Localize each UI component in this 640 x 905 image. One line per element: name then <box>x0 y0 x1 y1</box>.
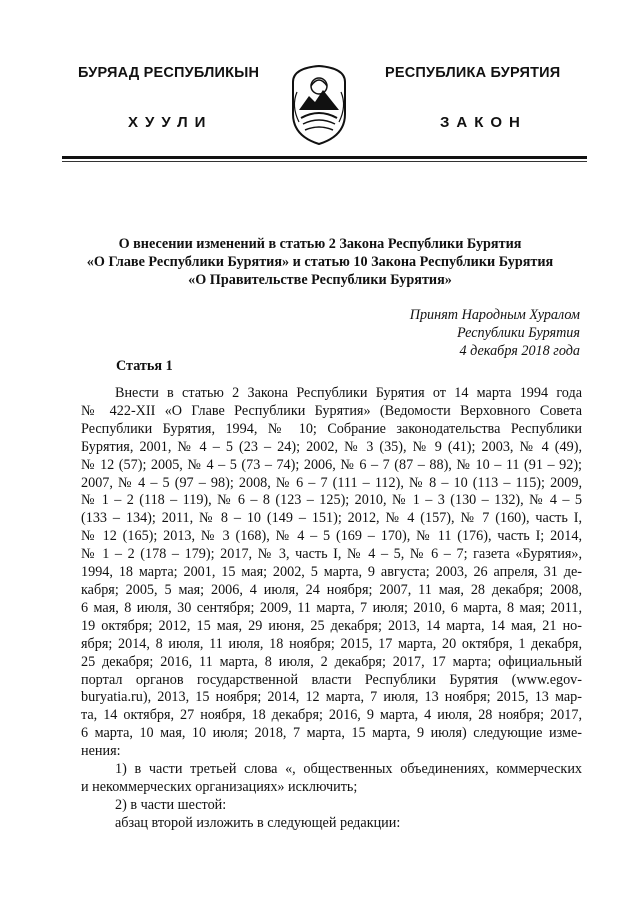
header-divider-thick <box>62 156 587 159</box>
body-line: ября; 2014, 8 июля, 11 июля, 18 ноября; 2015, 17 марта, 20 октября, 1 декабря, <box>81 635 582 652</box>
body-line: Внести в статью 2 Закона Республики Бурятия от 14 марта 1994 года <box>115 385 582 401</box>
law-title-line: «О Правительстве Республики Бурятия» <box>188 272 452 288</box>
body-line: портал органов государственной власти Республики Бурятия (www.egov- <box>81 671 582 688</box>
law-title <box>60 235 580 289</box>
adoption-line: Республики Бурятия <box>456 325 580 341</box>
body-line: Республики Бурятия, 1994, № 10; Собрание законодательства Республики <box>81 420 582 437</box>
body-line: (133 – 134); 2011, № 8 – 10 (149 – 151); 2012, № 4 (157), № 7 (160), часть I, <box>81 510 582 527</box>
body-line: кабря; 2005, 5 мая; 2006, 4 июля, 24 ноября; 2007, 11 мая, 28 декабря; 2008, <box>81 581 582 598</box>
body-line: № 12 (165); 2013, № 3 (168), № 4 – 5 (169 – 170), № 11 (176), часть I; 2014, <box>81 528 582 545</box>
header-right-title: РЕСПУБЛИКА БУРЯТИЯ <box>385 65 561 81</box>
law-title-line: О внесении изменений в статью 2 Закона Республики Бурятия <box>118 236 522 252</box>
body-line: buryatia.ru), 2013, 15 ноября; 2014, 12 марта, 7 июля, 13 ноября; 2015, 13 мар- <box>81 689 582 706</box>
header-law-buryat: ХУУЛИ <box>128 114 213 131</box>
body-line: та, 14 октября, 27 ноября, 18 декабря; 2016, 9 марта, 4 июля, 28 ноября; 2017, <box>81 707 582 724</box>
article-heading: Статья 1 <box>116 358 173 374</box>
body-line: Бурятия, 2001, № 4 – 5 (23 – 24); 2002, № 3 (35), № 9 (41); 2003, № 4 (49), <box>81 438 582 455</box>
adoption-line: 4 декабря 2018 года <box>459 343 580 359</box>
body-line: № 1 – 2 (118 – 119), № 6 – 8 (123 – 125); 2010, № 1 – 3 (130 – 132), № 4 – 5 <box>81 492 582 509</box>
body-line: и некоммерческих организациях» исключить; <box>81 778 358 795</box>
law-title-line: «О Главе Республики Бурятия» и статью 10 Закона Республики Бурятия <box>86 254 554 270</box>
header-divider-thin <box>62 161 587 162</box>
republic-emblem-icon <box>287 62 351 146</box>
article-body <box>81 385 582 833</box>
adoption-note <box>410 306 580 360</box>
body-line: № 1 – 2 (178 – 179); 2017, № 3, часть I, № 4 – 5, № 6 – 7; газета «Бурятия», <box>81 546 582 563</box>
body-line: 1) в части третьей слова «, общественных объединениях, коммерческих <box>115 761 582 778</box>
adoption-line: Принят Народным Хуралом <box>409 307 580 323</box>
body-line: 6 мая, 8 июля, 30 сентября; 2009, 11 марта, 7 июля; 2010, 6 марта, 8 мая; 2011, <box>81 599 582 616</box>
body-line: 19 октября; 2012, 15 мая, 29 июня, 25 декабря; 2013, 14 марта, 14 мая, 21 но- <box>81 617 582 634</box>
header-left-title: БУРЯАД РЕСПУБЛИКЫН <box>78 65 260 81</box>
body-line: 25 декабря; 2016, 11 марта, 8 июля, 2 декабря; 2017, 17 марта; официальный <box>81 653 582 670</box>
body-line: № 422-XII «О Главе Республики Бурятия» (Ведомости Верховного Совета <box>81 402 582 419</box>
body-line: 2) в части шестой: <box>115 796 227 813</box>
header-law-russian: ЗАКОН <box>440 114 527 131</box>
body-line: 2007, № 4 – 5 (97 – 98); 2008, № 6 – 7 (111 – 112), № 8 – 10 (113 – 115); 2009, <box>81 474 582 491</box>
body-line: 6 марта, 10 мая, 10 июля; 2018, 7 марта, 15 марта, 9 июля) следующие изме- <box>81 725 582 742</box>
body-line: нения: <box>81 743 121 760</box>
body-line: № 12 (57); 2005, № 4 – 5 (73 – 74); 2006, № 6 – 7 (87 – 88), № 10 – 11 (91 – 92); <box>81 456 582 473</box>
body-line: 1994, 18 марта; 2001, 15 мая; 2002, 5 марта, 9 августа; 2003, 26 апреля, 31 де- <box>81 564 582 581</box>
body-line: абзац второй изложить в следующей редакции: <box>115 814 401 831</box>
